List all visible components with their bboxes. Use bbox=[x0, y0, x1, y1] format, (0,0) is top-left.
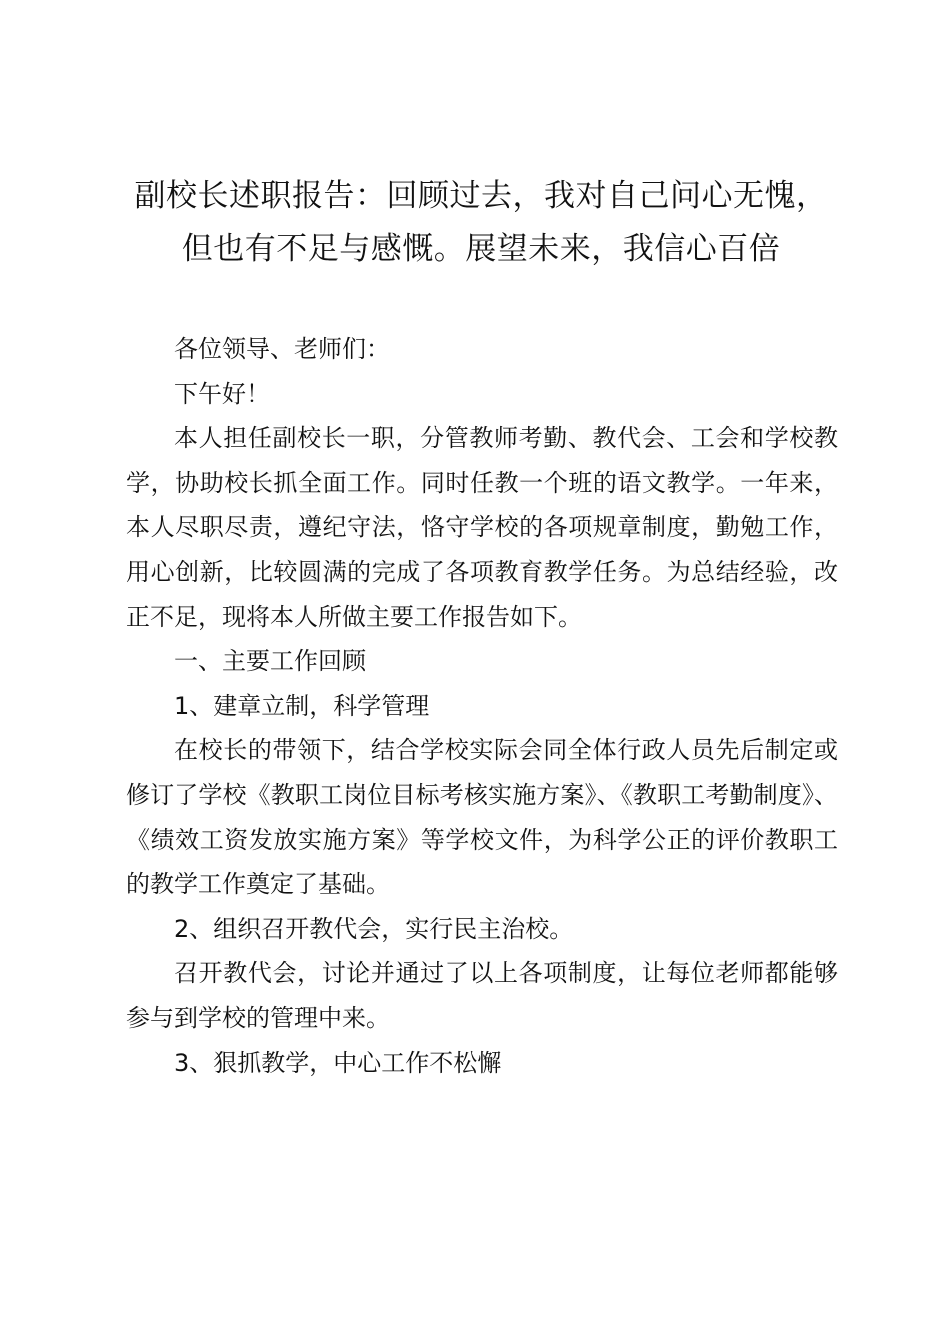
document-title: 副校长述职报告：回顾过去，我对自己问心无愧，但也有不足与感慨。展望未来，我信心百倍 bbox=[134, 178, 828, 267]
subsection-heading-2: 2、组织召开教代会，实行民主治校。 bbox=[174, 914, 574, 943]
intro-paragraph: 本人担任副校长一职，分管教师考勤、教代会、工会和学校教学，协助校长抓全面工作。同时任教一个班的语文教学。一年来，本人尽职尽责，遵纪守法，恪守学校的各项规章制度，勤勉工作，用心创新，比较圆满的完成了各项教育教学任务。为总结经验，改正不足，现将本人所做主要工作报告如下。 bbox=[126, 424, 838, 631]
paragraph-1: 在校长的带领下，结合学校实际会同全体行政人员先后制定或修订了学校《教职工岗位目标考核实施方案》、《教职工考勤制度》、《绩效工资发放实施方案》等学校文件，为科学公正的评价教职工的教学工作奠定了基础。 bbox=[126, 736, 838, 899]
section-heading: 一、主要工作回顾 bbox=[174, 647, 366, 676]
salutation: 各位领导、老师们： bbox=[174, 335, 390, 363]
document-body bbox=[126, 327, 838, 1085]
subsection-heading-3: 3、狠抓教学，中心工作不松懈 bbox=[174, 1048, 502, 1077]
subsection-heading-1: 1、建章立制，科学管理 bbox=[174, 691, 430, 720]
greeting: 下午好！ bbox=[174, 379, 270, 408]
paragraph-2: 召开教代会，讨论并通过了以上各项制度，让每位老师都能够参与到学校的管理中来。 bbox=[126, 959, 838, 1032]
